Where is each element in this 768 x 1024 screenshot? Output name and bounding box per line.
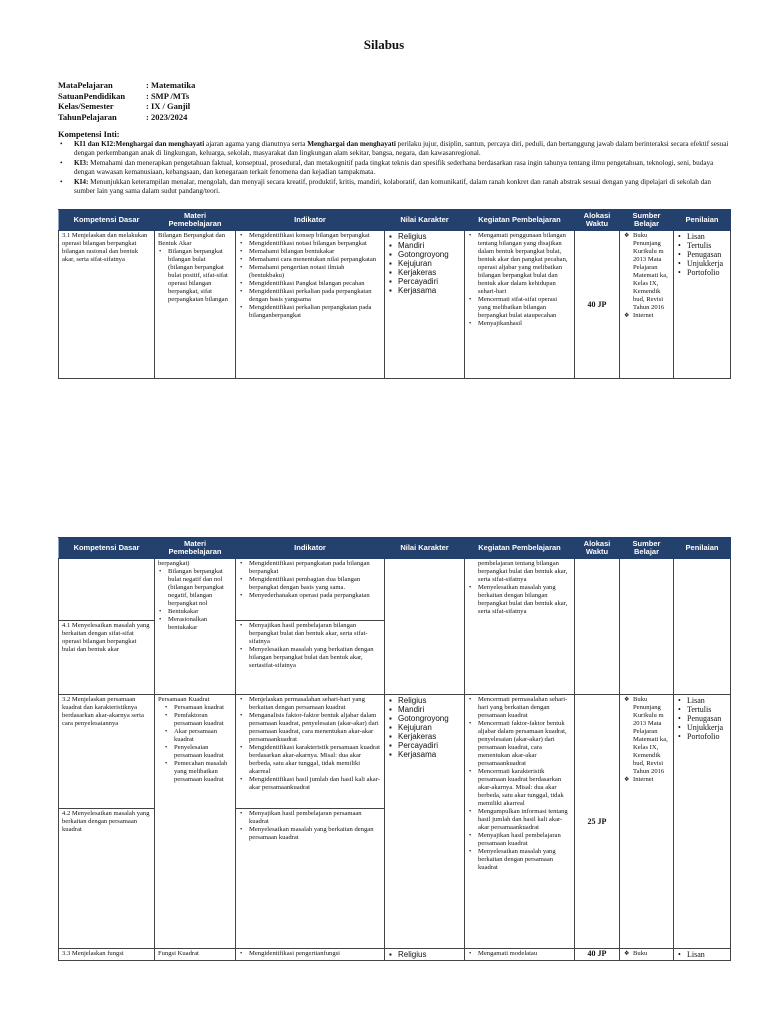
col-alokasi: Alokasi Waktu: [575, 538, 620, 559]
kegiatan-list: [468, 232, 571, 328]
kd-cell: 3.3 Menjelaskan fungsi: [59, 949, 155, 961]
kd-cell: 4.2 Menyelesaikan masalah yang berkaitan dengan persamaan kuadrat: [59, 809, 155, 949]
list-item: ▪ Percayadiri: [388, 741, 461, 750]
list-item: • Menyajikan hasil pembelajaran bilangan berpangkat bulat dan bentuk akar, serta sifat-sifatnya: [239, 622, 381, 646]
list-item: • Lisan: [677, 696, 727, 705]
page-title: Silabus: [363, 37, 405, 52]
info-row: [58, 91, 195, 102]
list-item: • Mengamati penggunaan bilangan tentang bilangan yang disajikan dalam bentuk berpangkat bulat, bentuk akar dan pangkat pecahan, operasi aljabar yang melibatkan bilangan berpangkat bulat dan bentuk akar dalam kehidupan sehari-hari: [468, 232, 571, 296]
list-item: • Mengidentifikasi Pangkat bilangan pecahan: [239, 280, 381, 288]
kompetensi-inti: [58, 130, 730, 197]
ki-bold: Menghargai dan menghayati: [307, 140, 396, 148]
list-item: • Lisan: [677, 950, 727, 959]
table-row: [59, 949, 731, 961]
list-item: • Bilangan berpangkat bilangan bulat (bilangan berpangkat bulat positif, sifat-sifat operasi bilangan berpangkat, sifat perpangkatan bilangan: [158, 248, 232, 304]
materi-text: berpangkat): [158, 560, 190, 567]
list-item: ▪ Religius: [388, 696, 461, 705]
materi-list: [158, 248, 232, 304]
table-row: [59, 695, 731, 809]
info-value: : IX / Ganjil: [146, 101, 191, 111]
indikator-list: [239, 696, 381, 792]
indikator-list: [239, 560, 381, 600]
info-label: TahunPelajaran: [58, 111, 117, 122]
materi-cell: [155, 559, 236, 695]
list-item: • Pemfaktoran persamaan kuadrat: [164, 712, 232, 728]
col-materi: Materi Pemebelajaran: [155, 538, 236, 559]
list-item: • Portofolio: [677, 268, 727, 277]
ki-text: ajaran agama yang dianutnya serta: [204, 140, 308, 148]
kegiatan-list: [468, 950, 571, 958]
penilaian-list: [677, 232, 727, 277]
nilai-cell: [385, 231, 465, 379]
indikator-list: [239, 950, 381, 958]
kegiatan-cell: [465, 559, 575, 695]
list-item: • Mengidentifikasi konsep bilangan berpangkat: [239, 232, 381, 240]
list-item: • Mengidentifikasi hasil jumlah dan hasil kali akar-akar persamaankuadrat: [239, 776, 381, 792]
sumber-cell: [620, 695, 674, 949]
penilaian-cell: [674, 231, 731, 379]
list-item: ▪ Gotongroyong: [388, 250, 461, 259]
course-info: [58, 80, 195, 122]
list-item: ▪ Religius: [388, 232, 461, 241]
info-label: SatuanPendidikan: [58, 90, 126, 101]
list-item: ▪ Kerjasama: [388, 750, 461, 759]
kegiatan-text: pembelajaran tentang bilangan berpangkat bulat dan bentuk akar, serta sifat-sifatnya: [478, 560, 568, 583]
kegiatan-list: [468, 696, 571, 872]
col-kompetensi-dasar: Kompetensi Dasar: [59, 210, 155, 231]
alokasi-cell: 25 JP: [575, 695, 620, 949]
list-item: • Menyelesaikan masalah yang berkaitan dengan persamaan kuadrat: [468, 848, 571, 872]
list-item: ▪ Percayadiri: [388, 277, 461, 286]
list-item: • Mencermati sifat-sifat operasi yang melibatkan bilangan berpangkat bulat ataupecahan: [468, 296, 571, 320]
info-row: [58, 112, 195, 123]
info-label: Kelas/Semester: [58, 101, 114, 111]
list-item: • Mencermati permasalahan sehari-hari yang berkaitan dengan persamaan kuadrat: [468, 696, 571, 720]
sumber-cell: [620, 559, 674, 695]
list-item: • Bentukakar: [158, 608, 232, 616]
list-item: • Lisan: [677, 232, 727, 241]
alokasi-cell: 40 JP: [575, 231, 620, 379]
indikator-cell: [236, 949, 385, 961]
materi-cell: [155, 231, 236, 379]
ki-text: Memahami dan menerapkan pengetahuan faktual, konseptual, prosedural, dan metakognitif pada tingkat teknis dan spesifik sederhana berdasarkan rasa ingin tahunya tentang ilmu pengetahuan, teknologi, seni, budaya dengan wawasan kemanusiaan, kebangsaan, dan kenegaraan terkait fenomena dan kejadian tampakmata.: [74, 159, 714, 176]
col-sumber: Sumber Belajar: [620, 210, 674, 231]
list-item: • Persamaan kuadrat: [164, 704, 232, 712]
list-item: ❖ Buku: [623, 950, 670, 958]
alokasi-cell: 40 JP: [575, 949, 620, 961]
alokasi-cell: [575, 559, 620, 695]
col-kegiatan: Kegiatan Pembelajaran: [465, 210, 575, 231]
materi-list: [158, 704, 232, 784]
list-item: • Unjukkerja: [677, 723, 727, 732]
nilai-list: [388, 696, 461, 759]
ki-item: [58, 159, 730, 177]
sumber-cell: [620, 231, 674, 379]
materi-title: Bilangan Berpangkat dan Bentuk Akar: [158, 232, 226, 247]
list-item: ▪ Kejujuran: [388, 259, 461, 268]
list-item: • Menyajikan hasil pembelajaran persamaan kuadrat: [239, 810, 381, 826]
table-row: [59, 559, 731, 621]
list-item: • Portofolio: [677, 732, 727, 741]
list-item: • Mengidentifikasi pengertianfungsi: [239, 950, 381, 958]
list-item: ▪ Kejujuran: [388, 723, 461, 732]
indikator-cell: [236, 621, 385, 695]
list-item: ▪ Religius: [388, 950, 461, 959]
list-item: ❖ Buku Penunjang Kurikulu m 2013 Mata Pelajaran Matemati ka, Kelas IX, Kemendik bud, Revisi Tahun 2016: [623, 232, 670, 312]
indikator-list: [239, 232, 381, 320]
ki-text: Menunjukkan keterampilan menalar, mengolah, dan menyaji secara kreatif, produktif, kritis, mandiri, kolaboratif, dan komunikatif, dalam ranah konkret dan ranah abstrak sesuai dengan yang dipelajari di sekolah dan sumber lain yang sama dalam sudut pandang/teori.: [74, 178, 711, 195]
nilai-cell: [385, 949, 465, 961]
sumber-cell: [620, 949, 674, 961]
info-row: [58, 101, 195, 112]
materi-cell: [155, 695, 236, 949]
col-indikator: Indikator: [236, 538, 385, 559]
list-item: • Mengidentifikasi perkalian pada perpangkatan dengan basis yangsama: [239, 288, 381, 304]
col-penilaian: Penilaian: [674, 538, 731, 559]
col-alokasi: Alokasi Waktu: [575, 210, 620, 231]
list-item: • Mencermati faktor-faktor bentuk aljabar dalam persamaan kuadrat, penyelesaian (akar-akar) dari persamaan kuadrat, cara menentukan akar-akar persamaankuadrat: [468, 720, 571, 768]
sumber-list: [623, 950, 670, 958]
col-penilaian: Penilaian: [674, 210, 731, 231]
list-item: • Memahami cara menentukan nilai perpangkatan: [239, 256, 381, 264]
list-item: • Menyajikan hasil pembelajaran persamaan kuadrat: [468, 832, 571, 848]
materi-cell: Fungsi Kuadrat: [155, 949, 236, 961]
list-item: • Mengidentifikasi perpangkatan pada bilangan berpangkat: [239, 560, 381, 576]
penilaian-list: [677, 950, 727, 959]
list-item: ▪ Kerjasama: [388, 286, 461, 295]
list-item: ▪ Mandiri: [388, 241, 461, 250]
list-item: • Tertulis: [677, 705, 727, 714]
list-item: • Mencermati karakteristik persamaan kuadrat berdasarkan akar-akarnya. Misal: dua akar berbeda, satu akar tunggal, tidak memiliki akarreal: [468, 768, 571, 808]
syllabus-table-continued: [58, 537, 731, 961]
col-sumber: Sumber Belajar: [620, 538, 674, 559]
kegiatan-cell: [465, 231, 575, 379]
kd-cell: 4.1 Menyelesaikan masalah yang berkaitan dengan sifat-sifat operasi bilangan berpangkat bulat dan bentuk akar: [59, 621, 155, 695]
ki-item: [58, 178, 730, 196]
list-item: ❖ Buku Penunjang Kurikulu m 2013 Mata Pelajaran Matemati ka, Kelas IX, Kemendik bud, Revisi Tahun 2016: [623, 696, 670, 776]
info-label: MataPelajaran: [58, 80, 113, 90]
ki-bold: Menghargai dan menghayati: [115, 140, 205, 148]
list-item: ▪ Mandiri: [388, 705, 461, 714]
ki-lead: KI4:: [74, 178, 89, 186]
list-item: • Menyelesaikan masalah yang berkaitan dengan bilangan berpangkat bulat dan bentuk akar, sertasifat-sifatnya: [239, 646, 381, 670]
list-item: • Akar persamaan kuadrat: [164, 728, 232, 744]
ki-item: [58, 140, 730, 158]
list-item: • Penyelesaian persamaan kuadrat: [164, 744, 232, 760]
ki-lead: KI1 dan KI2:: [74, 140, 116, 148]
syllabus-table: [58, 209, 731, 379]
penilaian-cell: [674, 695, 731, 949]
kd-cell: 3.2 Menjelaskan persamaan kuadrat dan karakteristiknya berdasarkan akar-akarnya serta cara penyelesaiannya: [59, 695, 155, 809]
indikator-cell: [236, 809, 385, 949]
list-item: • Penugasan: [677, 250, 727, 259]
col-kompetensi-dasar: Kompetensi Dasar: [59, 538, 155, 559]
list-item: • Penugasan: [677, 714, 727, 723]
col-nilai-karakter: Nilai Karakter: [385, 538, 465, 559]
nilai-list: [388, 232, 461, 295]
info-value: : 2023/2024: [146, 111, 188, 122]
kegiatan-list: [468, 584, 571, 616]
indikator-cell: [236, 231, 385, 379]
info-value: : Matematika: [146, 80, 196, 90]
list-item: • Menyelesaikan masalah yang berkaitan dengan bilangan berpangkat bulat dan bentuk akar, serta sifat-sifatnya: [468, 584, 571, 616]
col-kegiatan: Kegiatan Pembelajaran: [465, 538, 575, 559]
col-materi: Materi Pemebelajaran: [155, 210, 236, 231]
list-item: • Mengidentifikasi notasi bilangan berpangkat: [239, 240, 381, 248]
sumber-list: [623, 696, 670, 784]
list-item: • Merasionalkan bentukakar: [158, 616, 232, 632]
nilai-list: [388, 950, 461, 959]
col-indikator: Indikator: [236, 210, 385, 231]
ki-lead: KI3:: [74, 159, 89, 167]
list-item: • Mengumpulkan informasi tentang hasil jumlah dan hasil kali akar-akar persamaankuadrat: [468, 808, 571, 832]
penilaian-cell: [674, 559, 731, 695]
list-item: • Mengidentifikasi karakteristik persamaan kuadrat berdasarkan akar-akarnya. Misal: dua akar berbeda, satu akar tunggal, tidak memiliki akarreal: [239, 744, 381, 776]
indikator-cell: [236, 559, 385, 621]
table-header: [59, 538, 731, 559]
indikator-cell: [236, 695, 385, 809]
kegiatan-cell: [465, 949, 575, 961]
list-item: ❖ Internet: [623, 776, 670, 784]
indikator-list: [239, 622, 381, 670]
list-item: • Memahami pengertian notasi ilmiah (bentukbaku): [239, 264, 381, 280]
nilai-cell: [385, 559, 465, 695]
list-item: • Bilangan berpangkat bulat negatif dan nol (bilangan berpangkat negatif, bilangan berpangkat nol: [158, 568, 232, 608]
list-item: • Tertulis: [677, 241, 727, 250]
list-item: • Menganalisis faktor-faktor bentuk aljabar dalam persamaan kuadrat, penyelesaian (akar-akar) dari persamaan kuadrat, cara menentukan akar-akar persamaankuadrat: [239, 712, 381, 744]
table-header: [59, 210, 731, 231]
list-item: • Mengidentifikasi perkalian perpangkatan pada bilanganberpangkat: [239, 304, 381, 320]
list-item: • Unjukkerja: [677, 259, 727, 268]
list-item: • Memahami bilangan bentukakar: [239, 248, 381, 256]
materi-list: [158, 568, 232, 632]
info-value: : SMP /MTs: [146, 90, 190, 101]
info-row: [58, 80, 195, 91]
col-nilai-karakter: Nilai Karakter: [385, 210, 465, 231]
penilaian-list: [677, 696, 727, 741]
list-item: • Menjelaskan permasalahan sehari-hari yang berkaitan dengan persamaan kuadrat: [239, 696, 381, 712]
list-item: • Menyajikanhasil: [468, 320, 571, 328]
ki-heading: Kompetensi Inti:: [58, 129, 120, 139]
list-item: • Mengidentifikasi pembagian dua bilangan berpangkat dengan basis yang sama.: [239, 576, 381, 592]
kegiatan-cell: [465, 695, 575, 949]
kd-cell: [59, 559, 155, 621]
sumber-list: [623, 232, 670, 320]
list-item: • Mengamati modelatau: [468, 950, 571, 958]
list-item: ▪ Kerjakeras: [388, 732, 461, 741]
list-item: • Menyederhanakan operasi pada perpangkatan: [239, 592, 381, 600]
list-item: • Pemecahan masalah yang melibatkan persamaan kuadrat: [164, 760, 232, 784]
materi-title: Persamaan Kuadrat: [158, 696, 210, 703]
penilaian-cell: [674, 949, 731, 961]
list-item: • Menyelesaikan masalah yang berkaitan dengan persamaan kuadrat: [239, 826, 381, 842]
kd-cell: 3.1 Menjelaskan dan melakukan operasi bilangan berpangkat bilangan rasional dan bentuk akar, serta sifat-sifatnya: [59, 231, 155, 379]
ki-text: perilaku jujur, disiplin, santun, percaya diri, peduli, dan bertanggung jawab dalam berinteraksi secara efektif sesuai dengan perkembangan anak di lingkungan, keluarga, sekolah, masyarakat dan lingkungan alam sekitar, bangsa, negara, dan kawasanregional.: [74, 140, 729, 157]
table-row: [59, 231, 731, 379]
list-item: ▪ Kerjakeras: [388, 268, 461, 277]
nilai-cell: [385, 695, 465, 949]
indikator-list: [239, 810, 381, 842]
list-item: ▪ Gotongroyong: [388, 714, 461, 723]
list-item: ❖ Internet: [623, 312, 670, 320]
